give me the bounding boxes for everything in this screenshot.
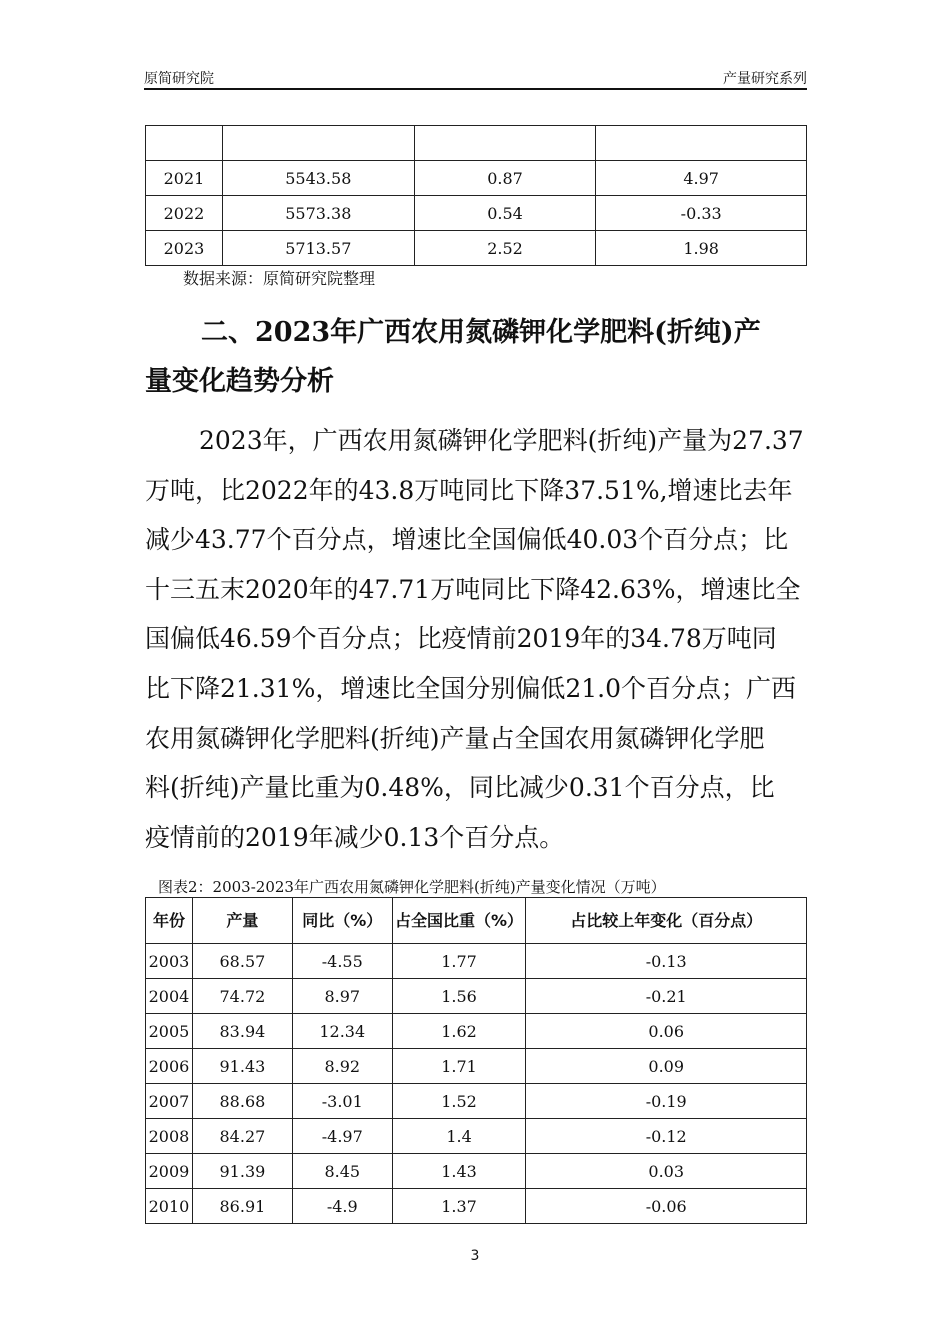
column-header: 年份 [146,898,193,944]
section-heading-line1: 二、2023年广西农用氮磷钾化学肥料(折纯)产 [201,317,761,348]
paragraph-line: 料(折纯)产量比重为0.48%，同比减少0.31个百分点，比 [145,773,775,803]
table-cell: -0.12 [526,1119,807,1154]
table-cell: 0.06 [526,1014,807,1049]
table-cell: 1.52 [392,1084,526,1119]
table-cell: 1.4 [392,1119,526,1154]
paragraph-line: 减少43.77个百分点，增速比全国偏低40.03个百分点；比 [145,525,789,555]
table-row [146,196,807,231]
table-cell: -4.97 [292,1119,392,1154]
table-caption: 图表2：2003-2023年广西农用氮磷钾化学肥料(折纯)产量变化情况（万吨） [158,878,666,896]
body-paragraph [145,416,825,862]
table-cell: 1.71 [392,1049,526,1084]
table-cell: 2022 [146,196,223,231]
table-cell [222,126,414,161]
table-cell: 68.57 [192,944,292,979]
table-cell: -0.19 [526,1084,807,1119]
paragraph-line: 比下降21.31%，增速比全国分别偏低21.0个百分点；广西 [145,673,796,703]
column-header: 占全国比重（%） [392,898,526,944]
table-row [146,1119,807,1154]
table-cell: 5543.58 [222,161,414,196]
page-number: 3 [470,1248,480,1264]
table-cell: 2003 [146,944,193,979]
table-row [146,1014,807,1049]
table-cell [414,126,596,161]
table-cell: 91.39 [192,1154,292,1189]
table-row [146,126,807,161]
table-cell: 2004 [146,979,193,1014]
table-cell: 86.91 [192,1189,292,1224]
table-cell: 2006 [146,1049,193,1084]
column-header: 产量 [192,898,292,944]
table-cell [596,126,807,161]
table-cell: 1.43 [392,1154,526,1189]
table-cell: 1.62 [392,1014,526,1049]
header-left: 原简研究院 [144,71,214,87]
table-row [146,231,807,266]
table-cell: 91.43 [192,1049,292,1084]
table-cell [146,126,223,161]
table-row [146,979,807,1014]
table-cell: 1.77 [392,944,526,979]
table-cell: 2009 [146,1154,193,1189]
table-cell: 5713.57 [222,231,414,266]
source-note: 数据来源：原简研究院整理 [183,269,376,288]
table-row [146,161,807,196]
paragraph-line: 疫情前的2019年减少0.13个百分点。 [145,822,565,852]
table-cell: -3.01 [292,1084,392,1119]
table-cell: 5573.38 [222,196,414,231]
column-header: 同比（%） [292,898,392,944]
table-cell: -0.21 [526,979,807,1014]
section-heading [145,308,815,406]
table-cell: 8.92 [292,1049,392,1084]
table-cell: -0.06 [526,1189,807,1224]
table-cell: 0.03 [526,1154,807,1189]
header-rule [144,88,807,90]
table-cell: 1.56 [392,979,526,1014]
paragraph-line: 万吨，比2022年的43.8万吨同比下降37.51%,增速比去年 [145,475,793,505]
table-cell: 8.45 [292,1154,392,1189]
paragraph-line: 十三五末2020年的47.71万吨同比下降42.63%，增速比全 [145,574,801,604]
header-right: 产量研究系列 [723,71,807,87]
table-row [146,944,807,979]
table-cell: 2.52 [414,231,596,266]
table-cell: -4.55 [292,944,392,979]
table-cell: 2005 [146,1014,193,1049]
paragraph-line: 农用氮磷钾化学肥料(折纯)产量占全国农用氮磷钾化学肥 [145,723,765,753]
table-guangxi-fertilizer [145,897,807,1224]
table-cell: 4.97 [596,161,807,196]
table-cell: 84.27 [192,1119,292,1154]
column-header: 占比较上年变化（百分点） [526,898,807,944]
table-cell: 2023 [146,231,223,266]
table-cell: 74.72 [192,979,292,1014]
table-cell: 0.87 [414,161,596,196]
table-cell: 83.94 [192,1014,292,1049]
table-cell: 2008 [146,1119,193,1154]
section-heading-line2: 量变化趋势分析 [145,366,334,397]
paragraph-line: 国偏低46.59个百分点；比疫情前2019年的34.78万吨同 [145,624,777,654]
table-cell: -0.13 [526,944,807,979]
table-row [146,1189,807,1224]
table-cell: 2007 [146,1084,193,1119]
table-cell: -0.33 [596,196,807,231]
table-cell: 12.34 [292,1014,392,1049]
table-cell: 2021 [146,161,223,196]
table-cell: 2010 [146,1189,193,1224]
table-national-production [145,125,807,266]
table-cell: 0.09 [526,1049,807,1084]
table-cell: 1.98 [596,231,807,266]
table-cell: 0.54 [414,196,596,231]
table-row [146,1084,807,1119]
table-cell: 1.37 [392,1189,526,1224]
table-cell: 88.68 [192,1084,292,1119]
table-cell: 8.97 [292,979,392,1014]
paragraph-line: 2023年，广西农用氮磷钾化学肥料(折纯)产量为27.37 [199,426,804,455]
table-row [146,1154,807,1189]
table-cell: -4.9 [292,1189,392,1224]
table-row [146,1049,807,1084]
